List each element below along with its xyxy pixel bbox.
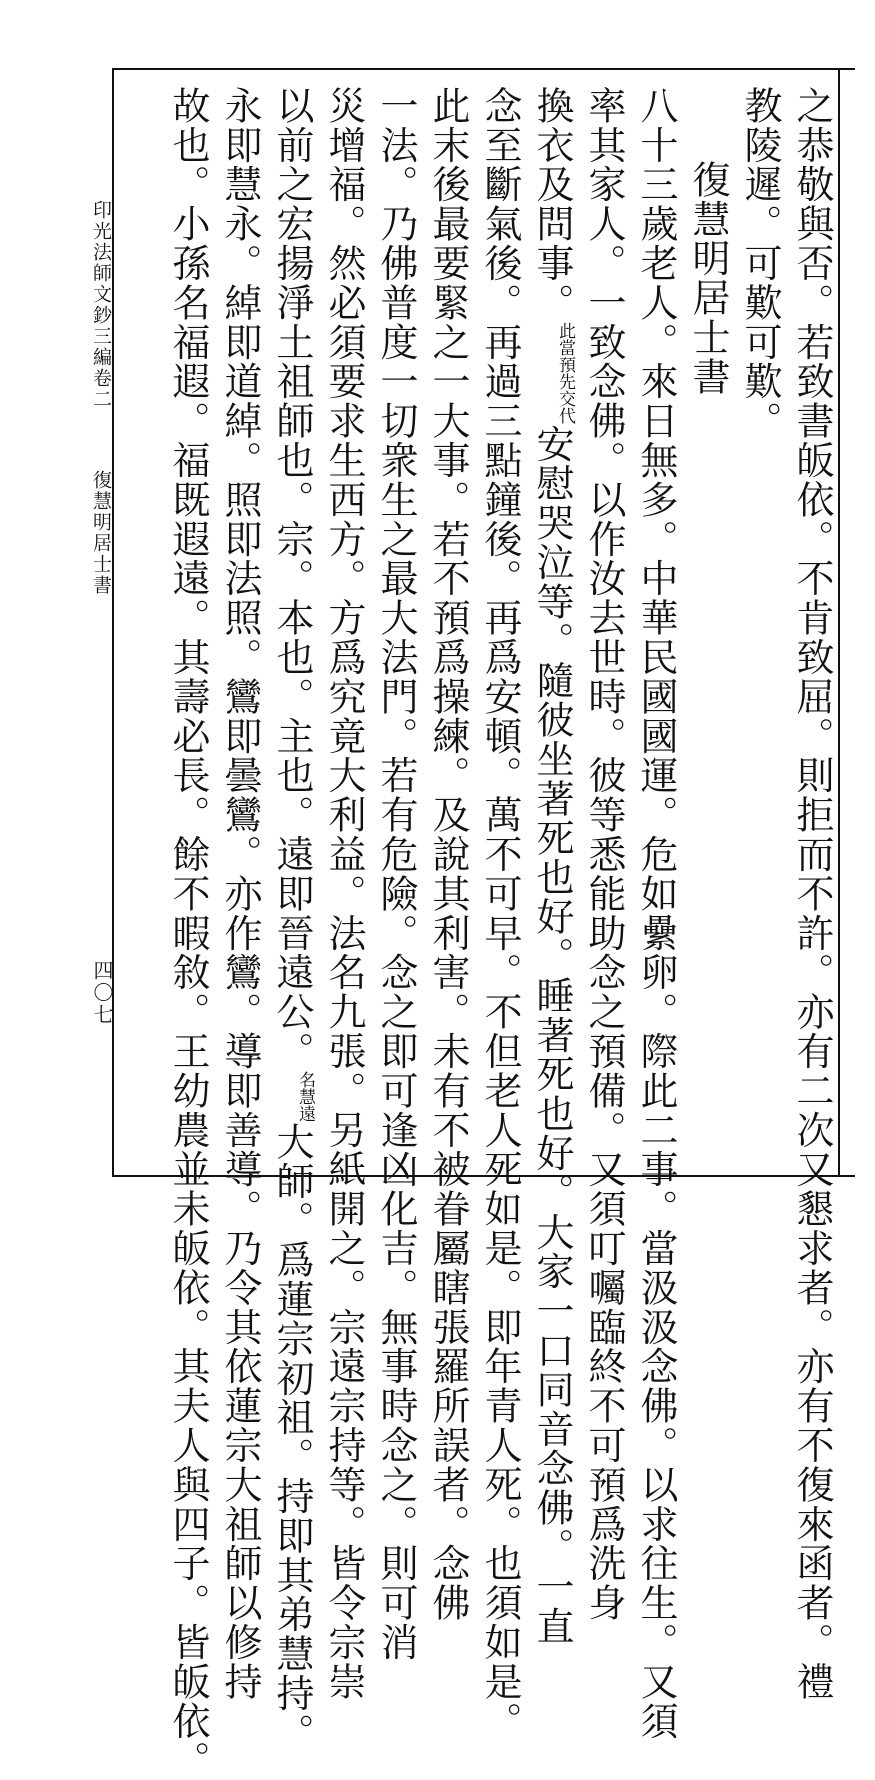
margin-section-title: 復慧明居士書: [90, 470, 112, 596]
text-column-4: 八十三歲老人。來日無多。中華民國國運。危如纍卵。際此二事。當汲汲念佛。以求往生。又須: [634, 86, 678, 1741]
text-column-6-part-a: 換衣及問事。: [530, 86, 574, 323]
text-column-6-part-b: 安慰哭泣等。隨彼坐著死也好。睡著死也好。大家一口同音念佛。一直: [530, 424, 574, 1646]
text-column-13: 故也。小孫名福遐。福既遐遠。其壽必長。餘不暇敘。王幼農並未皈依。其夫人與四子。皆皈依。: [166, 86, 210, 1780]
text-column-1: 之恭敬與否。若致書皈依。不肯致屈。則拒而不許。亦有二次又懇求者。亦有不復來函者。禮: [790, 86, 834, 1702]
text-column-2: 教陵遲。可歎可歎。: [738, 86, 782, 441]
text-column-10: 災增福。然必須要求生西方。方爲究竟大利益。法名九張。另紙開之。宗遠宗持等。皆令宗崇: [322, 86, 366, 1702]
margin-book-title: 印光法師文鈔三編卷二: [90, 200, 112, 410]
text-column-11-part-b: 大師。爲蓮宗初祖。持即其弟慧持。: [270, 1122, 314, 1753]
page-number: 四〇七: [90, 960, 114, 1026]
inline-annotation-2: 名慧遠: [295, 1071, 315, 1122]
text-column-5: 率其家人。一致念佛。以作汝去世時。彼等悉能助念之預備。又須叮囑臨終不可預爲洗身: [582, 86, 626, 1623]
frame-border-right: [838, 68, 840, 1176]
text-column-11: [270, 86, 314, 1752]
text-column-11-part-a: 以前之宏揚淨土祖師也。宗。本也。主也。遠即晉遠公。: [270, 86, 314, 1071]
frame-border-top: [112, 68, 855, 70]
text-column-8: 此末後最要緊之一大事。若不預爲操練。及說其利害。未有不被眷屬瞎張羅所誤者。念佛: [426, 86, 470, 1623]
text-column-12: 永即慧永。綽即道綽。照即法照。鸞即曇鸞。亦作鸞。導即善導。乃令其依蓮宗大祖師以修持: [218, 86, 262, 1702]
text-column-7: 念至斷氣後。再過三點鐘後。再爲安頓。萬不可早。不但老人死如是。即年青人死。也須如是。: [478, 86, 522, 1741]
text-column-6: [530, 86, 574, 1646]
inline-annotation-1: 此當預先交代: [555, 322, 575, 425]
letter-heading: 復慧明居士書: [686, 160, 730, 397]
text-column-9: 一法。乃佛普度一切衆生之最大法門。若有危險。念之即可逢凶化吉。無事時念之。則可消: [374, 86, 418, 1662]
